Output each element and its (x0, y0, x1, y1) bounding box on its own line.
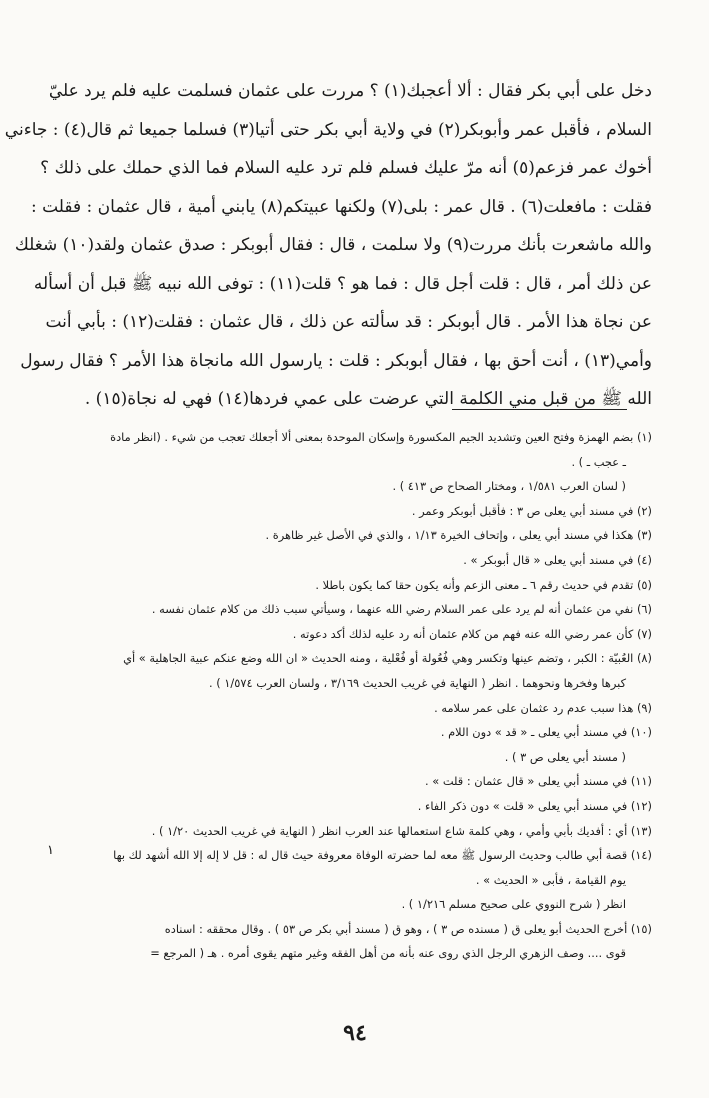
footnote-line: (٥) تقدم في حديث رقم ٦ ـ معنى الزعم وأنه يكون حقا كما يكون باطلا . (315, 577, 652, 592)
footnote-line: (١٥) أخرج الحديث أبو يعلى ق ( مسنده ص ٣ ) ، وهو ق ( مسند أبي بكر ص ٥٣ ) . وقال محققه : اسناده (164, 921, 652, 936)
main-text-line: عن ذلك أمر ، قال : قلت أجل قال : فما هو ؟ قلت(١١) : توفى الله نبيه ﷺ قبل أن أسأله (33, 273, 652, 294)
footnote-line: انظر ( شرح النووي على صحيح مسلم ١/٢١٦ ) . (401, 897, 626, 912)
footnote-line: (١١) في مسند أبي يعلى « قال عثمان : قلت » . (425, 774, 652, 789)
footnote-line: يوم القيامة ، فأبى « الحديث » . (475, 872, 626, 887)
footnote-line: (١٠) في مسند أبي يعلى ـ « قد » دون اللام . (440, 725, 652, 740)
main-text-line: عن نجاة هذا الأمر . قال أبوبكر : قد سألته عن ذلك ، قال عثمان : فقلت(١٢) : بأبي أنت (45, 312, 652, 332)
footnote-line: (٢) في مسند أبي يعلى ص ٣ : فأقبل أبوبكر وعمر . (411, 503, 652, 518)
main-text-line: والله ماشعرت بأنك مررت(٩) ولا سلمت ، قال : فقال أبوبكر : صدق عثمان ولقد(١٠) شغلك (14, 235, 652, 255)
main-text-line: الله ﷺ من قبل مني الكلمة التي عرضت على عمي فردها(١٤) فهي له نجاة(١٥) . (84, 389, 652, 409)
footnotes-section (40, 425, 652, 966)
main-text-body (4, 72, 652, 419)
footnote-line: (٧) كأن عمر رضي الله عنه فهم من كلام عثمان أنه رد عليه لذلك أكد دعوته . (292, 626, 652, 641)
footnote-line: (٨) العُبيّة : الكبر ، وتضم عينها وتكسر وهي فُعُولة أو فُعْلية ، ومنه الحديث « ان الله وضع عنكم عبية الجاهلية » أي (123, 651, 652, 666)
footnote-line: (١٣) أي : أفديك بأبي وأمي ، وهي كلمة شاع استعمالها عند العرب انظر ( النهاية في غريب الحديث ١/٢٠ ) . (151, 823, 652, 838)
footnote-line: (٩) هذا سبب عدم رد عثمان على عمر سلامه . (434, 700, 652, 715)
footnote-line: ( مسند أبي يعلى ص ٣ ) . (504, 749, 626, 764)
page-number: ٩٤ (343, 1020, 367, 1046)
footnote-line: (٣) هكذا في مسند أبي يعلى ، وإتحاف الخيرة ١/١٣ ، والذي في الأصل غير ظاهرة . (265, 528, 652, 543)
footnote-line: (٦) نفي من عثمان أنه لم يرد على عمر السلام رضي الله عنهما ، وسيأتي سبب ذلك من كلام عثمان نفسه . (151, 602, 652, 617)
footnote-line: ـ عجب ـ ) . (571, 454, 626, 469)
main-text-line: دخل على أبي بكر فقال : ألا أعجبك(١) ؟ مررت على عثمان فسلمت عليه فلم يرد عليّ (48, 81, 652, 101)
footnote-line: (١٤) قصة أبي طالب وحديث الرسول ﷺ معه لما حضرته الوفاة معروفة حيث قال له : قل لا إله إلا الله أشهد لك بها (113, 848, 652, 863)
main-text-line: وأمي(١٣) ، أنت أحق بها ، فقال أبوبكر : قلت : يارسول الله مانجاة هذا الأمر ؟ فقال رسول (20, 350, 652, 371)
margin-mark: ١ (47, 843, 54, 858)
main-text-line: السلام ، فأقبل عمر وأبوبكر(٢) في ولاية أبي بكر حتى أتيا(٣) فسلما جميعا ثم قال(٤) : جاءني (4, 119, 652, 140)
footnote-divider (452, 409, 627, 410)
footnote-line: (٤) في مسند أبي يعلى « قال أبوبكر » . (463, 552, 652, 567)
footnote-line: (١) بضم الهمزة وفتح العين وتشديد الجيم المكسورة وإسكان الموحدة بمعنى ألا أجعلك تعجب من شيء . (انظر مادة (110, 430, 652, 444)
footnote-line: قوى .... وصف الزهري الرجل الذي روى عنه بأنه من أهل الفقه وغير متهم يقوى أمره . هـ ( المرجع = (150, 946, 626, 961)
footnote-line: ( لسان العرب ١/٥٨١ ، ومختار الصحاح ص ٤١٣ ) . (392, 479, 626, 494)
footnote-line: (١٢) في مسند أبي يعلى « قلت » دون ذكر الفاء . (417, 798, 652, 813)
main-text-line: أخوك عمر فزعم(٥) أنه مرّ عليك فسلم فلم ترد عليه السلام فما الذي حملك على ذلك ؟ (40, 158, 652, 178)
footnote-line: كبرها وفخرها ونحوهما . انظر ( النهاية في غريب الحديث ٣/١٦٩ ، ولسان العرب ١/٥٧٤ ) . (208, 675, 626, 690)
main-text-line: فقلت : مافعلت(٦) . قال عمر : بلى(٧) ولكنها عبيتكم(٨) يابني أمية ، قال عثمان : فقلت : (30, 196, 652, 217)
